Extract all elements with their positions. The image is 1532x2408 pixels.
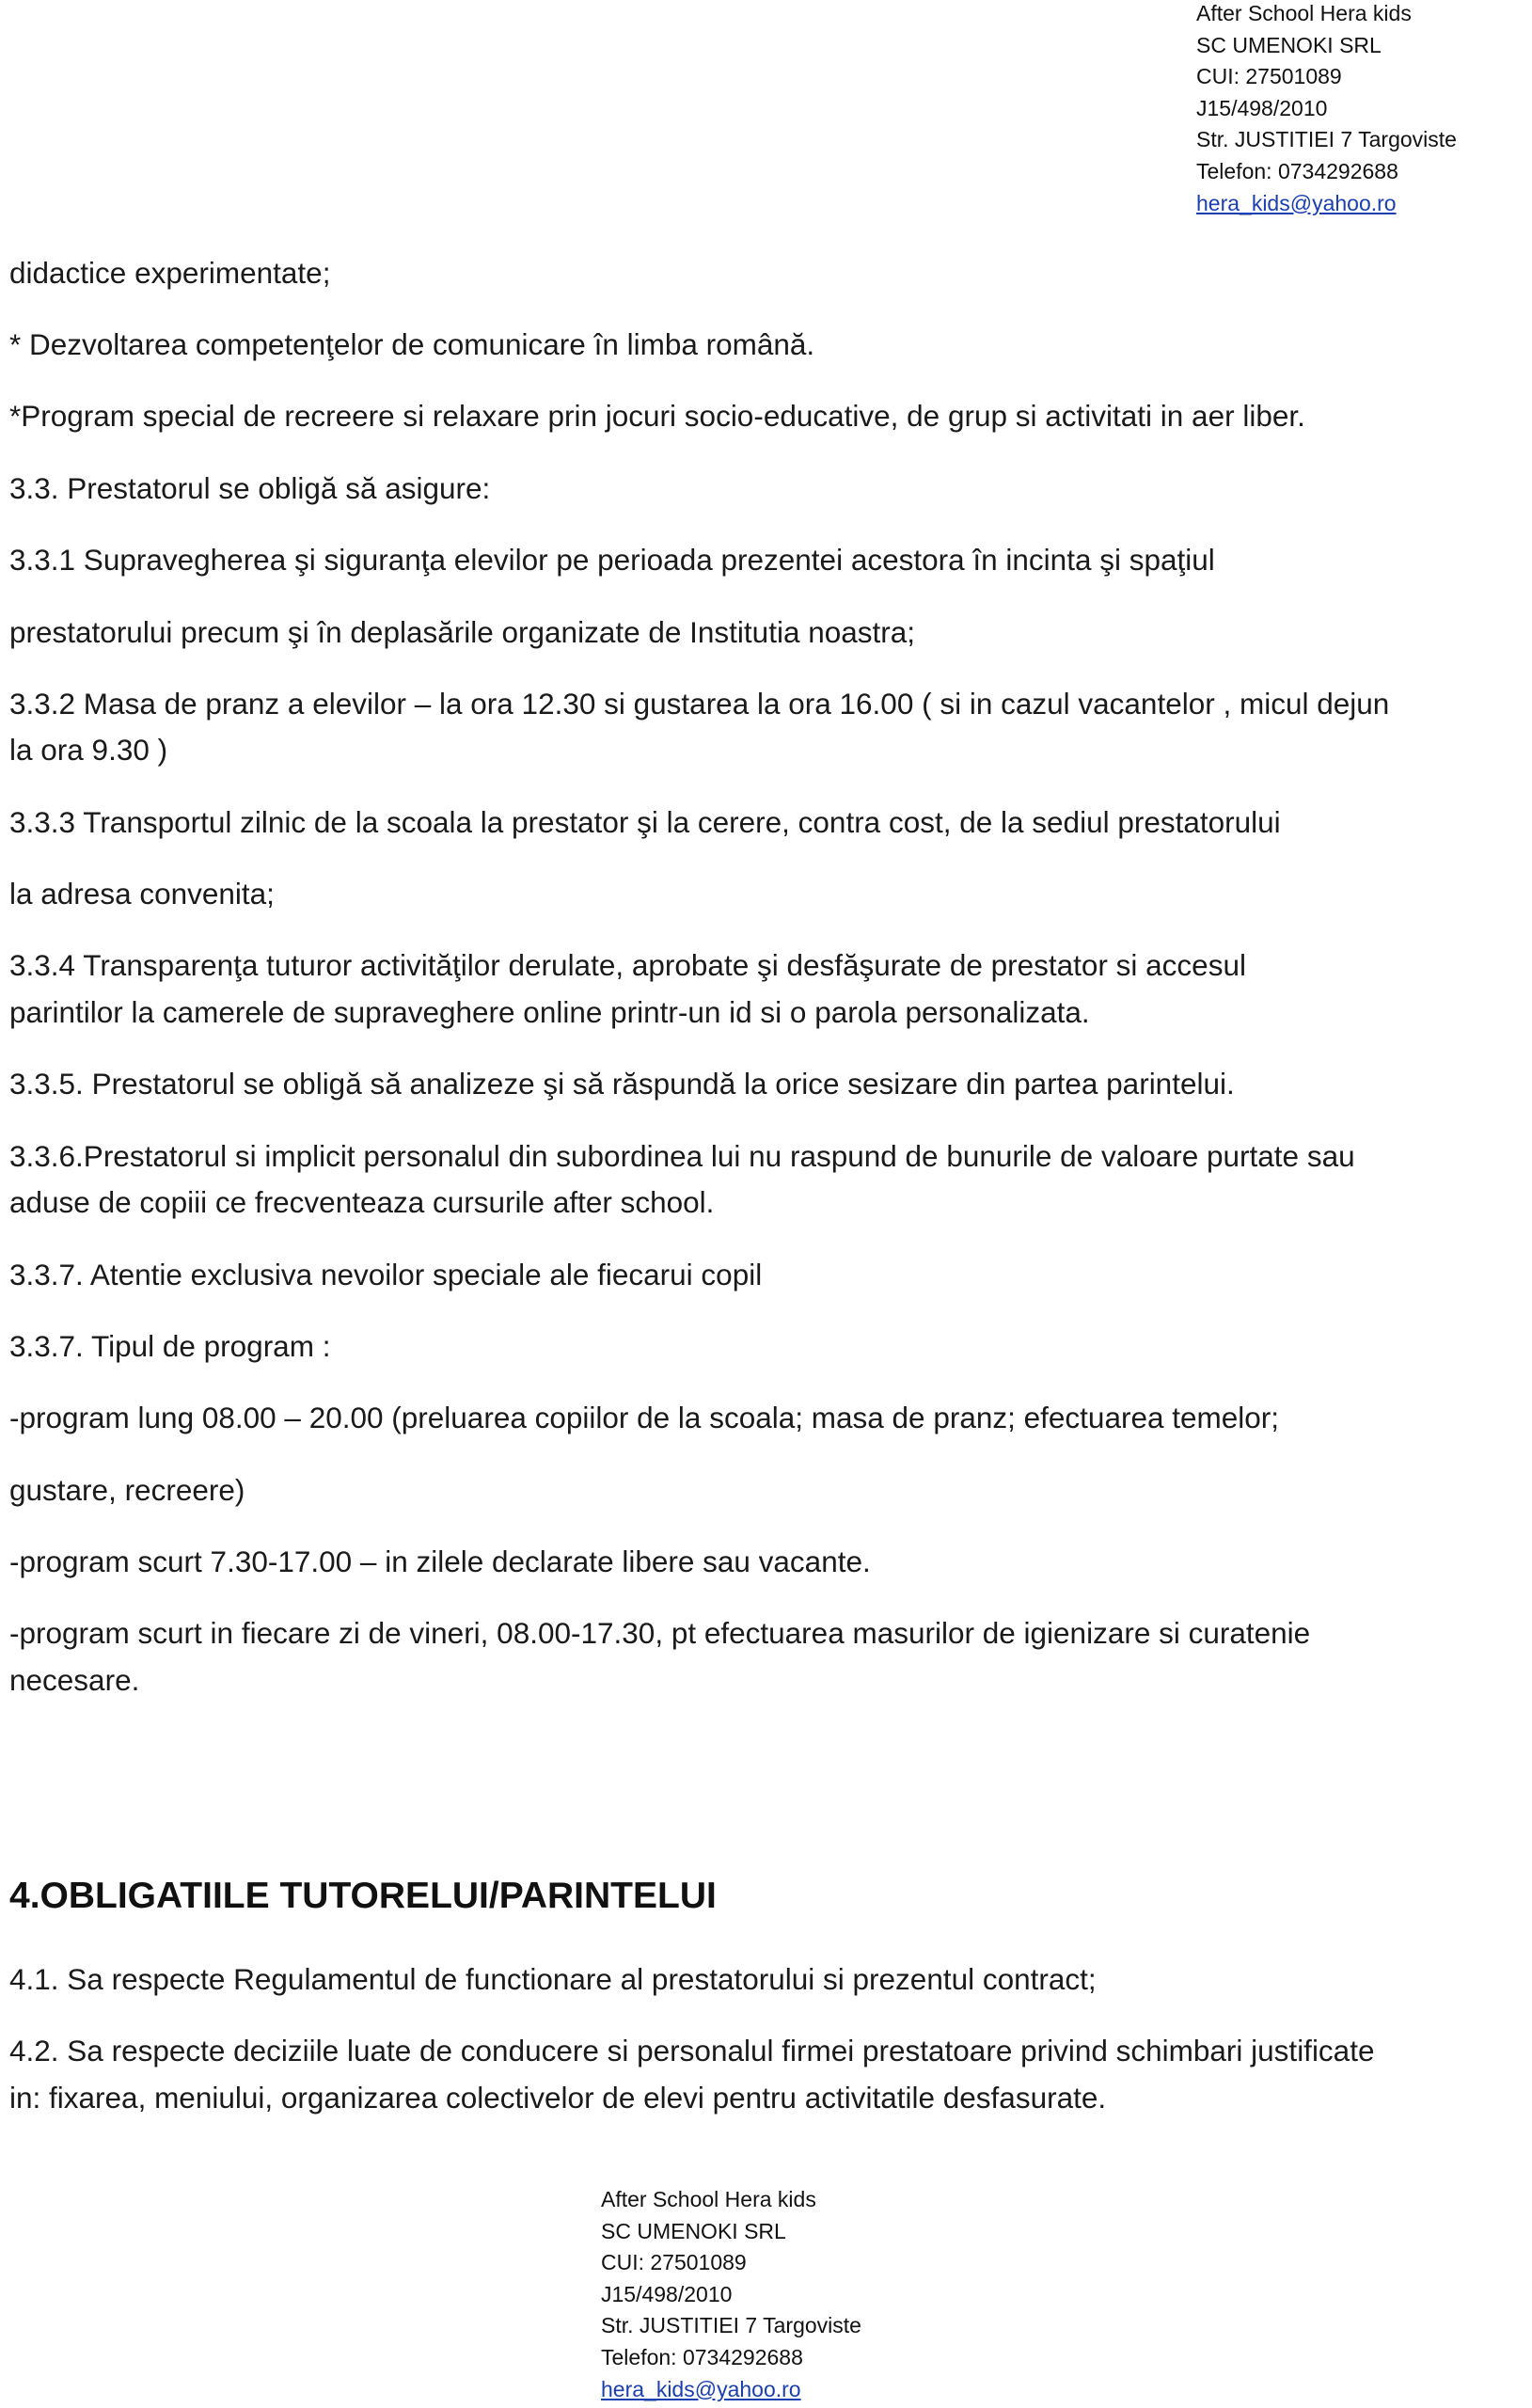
company-registration: J15/498/2010 (1196, 95, 1328, 120)
company-address: Str. JUSTITIEI 7 Targoviste (601, 2313, 861, 2338)
body-line: 3.3.1 Supravegherea şi siguranţa elevilor pe perioada prezentei acestora în incinta şi spaţiul (9, 543, 1215, 577)
body-line: 4.2. Sa respecte deciziile luate de conducere si personalul firmei prestatoare privind schimbari justificate (9, 2034, 1375, 2067)
body-line: -program scurt 7.30-17.00 – in zilele declarate libere sau vacante. (9, 1545, 871, 1578)
body-line: *Program special de recreere si relaxare prin jocuri socio-educative, de grup si activitati in aer liber. (9, 399, 1305, 433)
section-3-3-title: 3.3. Prestatorul se obligă să asigure: (9, 471, 491, 505)
company-phone: Telefon: 0734292688 (1196, 158, 1398, 183)
body-line: prestatorului precum şi în deplasările organizate de Institutia noastra; (9, 615, 916, 649)
body-line: in: fixarea, meniului, organizarea colectivelor de elevi pentru activitatile desfasurate. (9, 2081, 1107, 2115)
footer-company-info (601, 2184, 861, 2405)
body-line: 3.3.7. Atentie exclusiva nevoilor speciale ale fiecarui copil (9, 1258, 763, 1291)
body-line: necesare. (9, 1663, 140, 1697)
body-line: la adresa convenita; (9, 877, 275, 911)
company-email-link[interactable]: hera_kids@yahoo.ro (601, 2376, 801, 2401)
body-line: 3.3.3 Transportul zilnic de la scoala la prestator şi la cerere, contra cost, de la sediul prestatorului (9, 805, 1281, 839)
company-email-link[interactable]: hera_kids@yahoo.ro (1196, 190, 1397, 215)
body-line: 3.3.7. Tipul de program : (9, 1329, 331, 1363)
body-line: * Dezvoltarea competenţelor de comunicare în limba română. (9, 327, 815, 361)
company-name: After School Hera kids (1196, 1, 1412, 25)
header-company-info (1196, 0, 1457, 219)
body-line: 3.3.4 Transparenţa tuturor activităţilor derulate, aprobate şi desfăşurate de prestator si accesul (9, 948, 1246, 982)
body-line: 4.1. Sa respecte Regulamentul de functionare al prestatorului si prezentul contract; (9, 1962, 1097, 1996)
body-line: 3.3.2 Masa de pranz a elevilor – la ora 12.30 si gustarea la ora 16.00 ( si in cazul vacantelor , micul dejun (9, 687, 1390, 721)
body-line: parintilor la camerele de supraveghere online printr-un id si o parola personalizata. (9, 995, 1090, 1029)
company-firm: SC UMENOKI SRL (601, 2218, 786, 2243)
body-line: 3.3.6.Prestatorul si implicit personalul din subordinea lui nu raspund de bunurile de valoare purtate sau (9, 1139, 1355, 1173)
body-line: -program scurt in fiecare zi de vineri, 08.00-17.30, pt efectuarea masurilor de igienizare si curatenie (9, 1616, 1311, 1650)
body-line: aduse de copiii ce frecventeaza cursurile after school. (9, 1185, 715, 1219)
company-address: Str. JUSTITIEI 7 Targoviste (1196, 127, 1457, 152)
company-cui: CUI: 27501089 (601, 2250, 747, 2275)
company-registration: J15/498/2010 (601, 2281, 733, 2306)
body-line: la ora 9.30 ) (9, 733, 168, 767)
body-line: gustare, recreere) (9, 1473, 245, 1507)
company-cui: CUI: 27501089 (1196, 64, 1342, 89)
company-phone: Telefon: 0734292688 (601, 2344, 803, 2369)
body-line: didactice experimentate; (9, 256, 331, 290)
body-line: -program lung 08.00 – 20.00 (preluarea copiilor de la scoala; masa de pranz; efectuarea temelor; (9, 1401, 1280, 1434)
company-firm: SC UMENOKI SRL (1196, 32, 1382, 57)
company-name: After School Hera kids (601, 2187, 816, 2211)
body-line: 3.3.5. Prestatorul se obligă să analizeze şi să răspundă la orice sesizare din partea parintelui. (9, 1067, 1235, 1101)
section-4-heading: 4.OBLIGATIILE TUTORELUI/PARINTELUI (9, 1876, 717, 1916)
